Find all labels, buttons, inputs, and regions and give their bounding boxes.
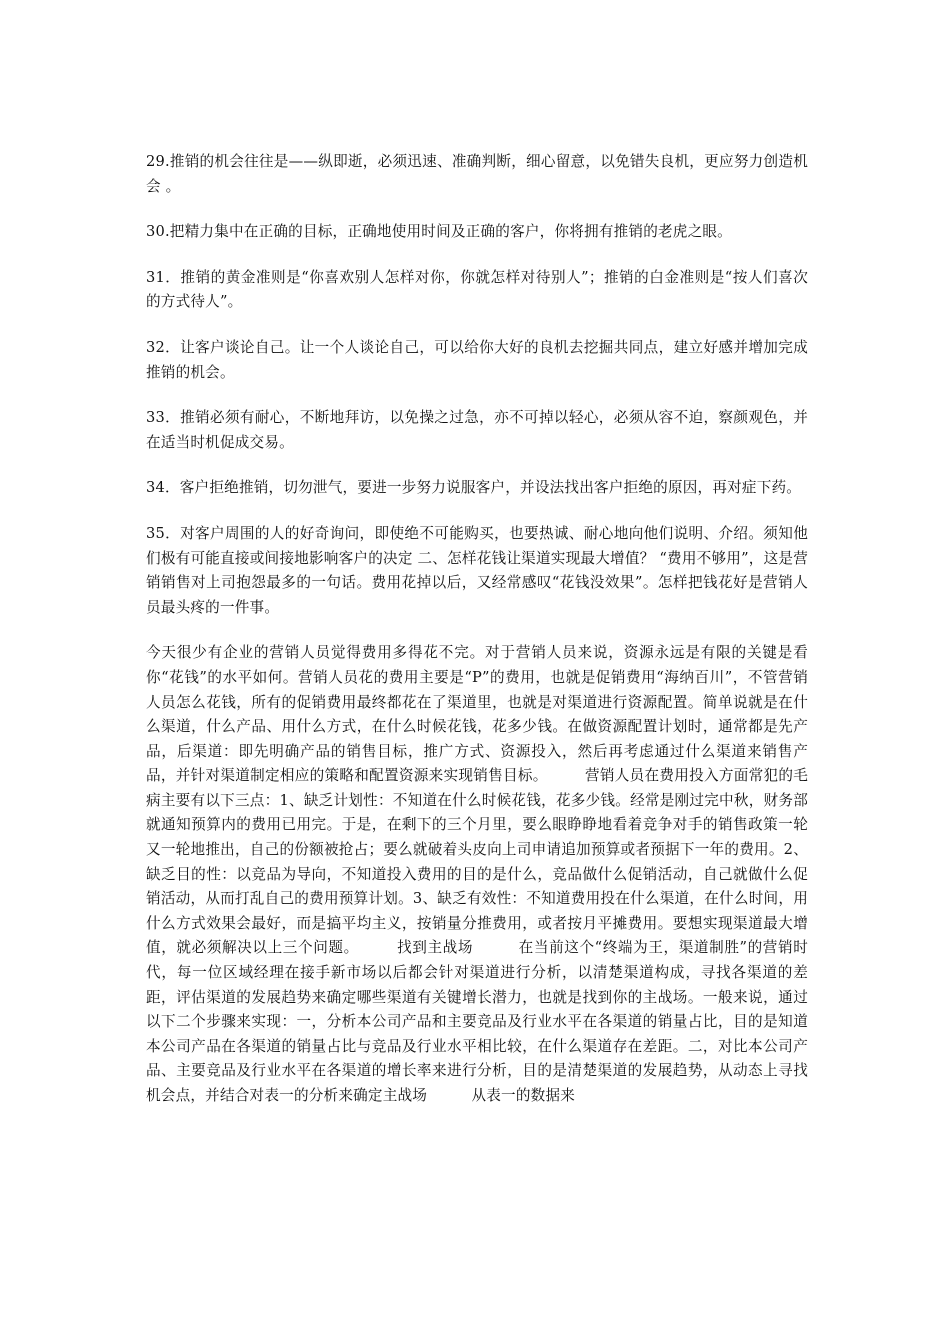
paragraph-29: 29.推销的机会往往是——纵即逝，必须迅速、准确判断，细心留意，以免错失良机，更应努力创造机 会 。 [146,153,808,195]
paragraph-marketing-costs: 今天很少有企业的营销人员觉得费用多得花不完。对于营销人员来说，资源永远是有限的关键是看你“花钱”的水平如何。营销人员花的费用主要是“P”的费用，也就是促销费用“海纳百川”，不管营销人员怎么花钱，所有的促销费用最终都花在了渠道里，也就是对渠道进行资源配置。简单说就是在什么渠道，什么产品、用什么方式，在什么时候花钱，花多少钱。在做资源配置计划时，通常都是先产品，后渠道：即先明确产品的销售目标，推广方式、资源投入，然后再考虑通过什么渠道来销售产品，并针对渠道制定相应的策略和配置资源来实现销售目标。 营销人员在费用投入方面常犯的毛病主要有以下三点：1、缺乏计划性：不知道在什么时候花钱，花多少钱。经常是刚过完中秋，财务部就通知预算内的费用已用完。于是，在剩下的三个月里，要么眼睁睁地看着竞争对手的销售政策一轮又一轮地推出，自己的份额被抢占；要么就破着头皮向上司申请追加预算或者预据下一年的费用。2、缺乏目的性：以竞品为导向，不知道投入费用的目的是什么，竞品做什么促销活动，自己就做什么促销活动，从而打乱自己的费用预算计划。3、缺乏有效性：不知道费用投在什么渠道，在什么时间，用什么方式效果会最好，而是搞平均主义，按销量分推费用，或者按月平摊费用。要想实现渠道最大增值，就必须解决以上三个问题。 找到主战场 在当前这个“终端为王，渠道制胜”的营销时代，每一位区域经理在接手新市场以后都会针对渠道进行分析，以清楚渠道构成，寻找各渠道的差距，评估渠道的发展趋势来确定哪些渠道有关键增长潜力，也就是找到你的主战场。一般来说，通过以下二个步骤来实现：一，分析本公司产品和主要竞品及行业水平在各渠道的销量占比，目的是知道本公司产品在各渠道的销量占比与竞品及行业水平相比较，在什么渠道存在差距。二，对比本公司产品、主要竞品及行业水平在各渠道的增长率来进行分析，目的是清楚渠道的发展趋势，从动态上寻找机会点，并结合对表一的分析来确定主战场 从表一的数据来 [146,644,808,1104]
paragraph-30: 30.把精力集中在正确的目标，正确地使用时间及正确的客户，你将拥有推销的老虎之眼。 [146,223,732,241]
paragraph-33: 33．推销必须有耐心，不断地拜访，以免操之过急，亦不可掉以轻心，必须从容不迫，察颜观色，并在适当时机促成交易。 [146,409,808,451]
paragraph-32: 32．让客户谈论自己。让一个人谈论自己，可以给你大好的良机去挖掘共同点，建立好感并增加完成推销的机会。 [146,338,808,381]
document-body [146,150,808,1130]
paragraph-34: 34．客户拒绝推销，切勿泄气，要进一步努力说服客户，并设法找出客户拒绝的原因，再对症下药。 [146,479,802,497]
paragraph-31: 31．推销的黄金准则是“你喜欢别人怎样对你，你就怎样对待别人”；推销的白金准则是“按人们喜次的方式待人”。 [146,268,808,311]
paragraph-35: 35．对客户周围的人的好奇询问，即使绝不可能购买，也要热诚、耐心地向他们说明、介绍。须知他们极有可能直接或间接地影响客户的决定 二、怎样花钱让渠道实现最大增值？ “费用不够用”，这是营销销售对上司抱怨最多的一句话。费用花掉以后，又经常感叹“花钱没效果”。怎样把钱花好是营销人员最头疼的一件事。 [146,524,808,616]
